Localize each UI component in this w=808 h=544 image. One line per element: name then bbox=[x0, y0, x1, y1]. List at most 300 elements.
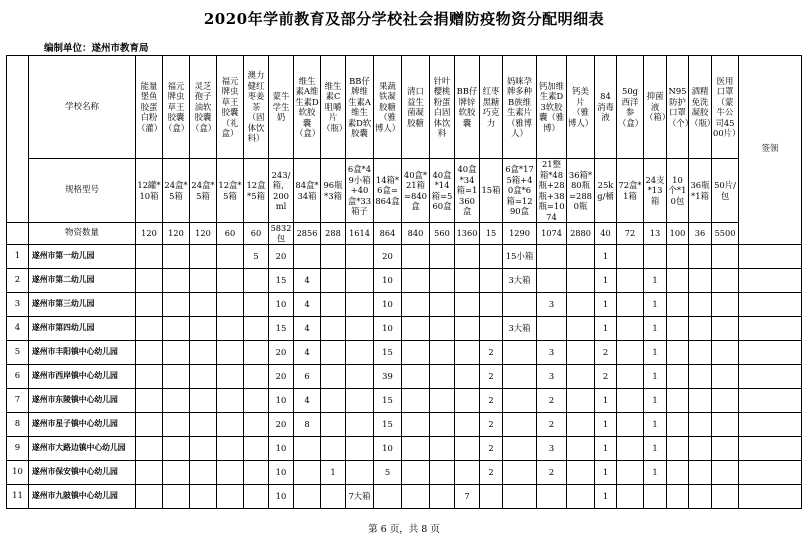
item-name-header: 妈咪孕牌多种B族维生素片（雅博人） bbox=[503, 56, 537, 159]
allocation-cell bbox=[163, 292, 190, 316]
item-spec-cell: 6盒*49小箱+40盒*33箱子 bbox=[346, 159, 374, 223]
allocation-cell bbox=[217, 364, 244, 388]
item-qty-cell: 1290 bbox=[503, 223, 537, 245]
item-name-header: 澳力健红枣姜茶（固体饮料） bbox=[244, 56, 269, 159]
sign-cell[interactable] bbox=[739, 412, 802, 436]
allocation-cell bbox=[346, 268, 374, 292]
item-qty-cell: 40 bbox=[595, 223, 617, 245]
item-qty-cell: 2856 bbox=[294, 223, 321, 245]
row-index: 7 bbox=[7, 388, 29, 412]
table-row bbox=[7, 268, 802, 292]
school-name-cell: 遂州市东陵镇中心幼儿园 bbox=[29, 388, 136, 412]
allocation-cell bbox=[163, 244, 190, 268]
allocation-cell bbox=[217, 316, 244, 340]
sign-cell[interactable] bbox=[739, 388, 802, 412]
allocation-cell bbox=[402, 244, 430, 268]
allocation-cell: 1 bbox=[595, 244, 617, 268]
allocation-cell bbox=[455, 268, 480, 292]
row-index: 6 bbox=[7, 364, 29, 388]
allocation-cell: 20 bbox=[269, 412, 294, 436]
allocation-cell: 2 bbox=[480, 388, 503, 412]
allocation-cell bbox=[537, 484, 567, 508]
allocation-cell: 2 bbox=[537, 412, 567, 436]
item-qty-cell: 288 bbox=[321, 223, 346, 245]
allocation-cell bbox=[136, 364, 163, 388]
allocation-cell bbox=[402, 412, 430, 436]
allocation-cell bbox=[190, 340, 217, 364]
allocation-cell bbox=[567, 460, 595, 484]
item-spec-cell: 15箱 bbox=[480, 159, 503, 223]
allocation-cell bbox=[430, 436, 455, 460]
table-row bbox=[7, 460, 802, 484]
item-spec-cell: 72盒*1箱 bbox=[617, 159, 644, 223]
allocation-cell bbox=[567, 364, 595, 388]
allocation-cell bbox=[346, 460, 374, 484]
allocation-cell: 5 bbox=[374, 460, 402, 484]
allocation-cell: 2 bbox=[480, 340, 503, 364]
allocation-cell bbox=[689, 316, 712, 340]
allocation-cell bbox=[503, 292, 537, 316]
sign-cell[interactable] bbox=[739, 316, 802, 340]
index-header bbox=[7, 56, 29, 223]
unit-label: 编制单位：遂州市教育局 bbox=[44, 43, 149, 54]
allocation-cell: 4 bbox=[294, 340, 321, 364]
table-row bbox=[7, 244, 802, 268]
row-index: 8 bbox=[7, 412, 29, 436]
allocation-cell bbox=[136, 460, 163, 484]
allocation-cell bbox=[667, 364, 689, 388]
allocation-cell bbox=[217, 388, 244, 412]
item-qty-cell: 100 bbox=[667, 223, 689, 245]
allocation-cell bbox=[190, 388, 217, 412]
item-name-header: 蒙牛学生奶 bbox=[269, 56, 294, 159]
allocation-cell bbox=[455, 412, 480, 436]
allocation-cell bbox=[244, 364, 269, 388]
allocation-cell bbox=[537, 244, 567, 268]
allocation-cell bbox=[712, 436, 739, 460]
allocation-cell bbox=[217, 244, 244, 268]
table-row bbox=[7, 292, 802, 316]
allocation-cell: 10 bbox=[269, 436, 294, 460]
allocation-cell bbox=[163, 364, 190, 388]
table-row bbox=[7, 340, 802, 364]
allocation-cell: 7大箱 bbox=[346, 484, 374, 508]
allocation-cell: 10 bbox=[374, 436, 402, 460]
item-spec-cell: 40盒*21箱=840盒 bbox=[402, 159, 430, 223]
allocation-cell: 2 bbox=[480, 412, 503, 436]
allocation-cell bbox=[321, 316, 346, 340]
allocation-cell bbox=[402, 364, 430, 388]
item-qty-cell: 840 bbox=[402, 223, 430, 245]
allocation-cell bbox=[667, 292, 689, 316]
allocation-cell bbox=[346, 388, 374, 412]
allocation-cell: 1 bbox=[644, 412, 667, 436]
item-qty-cell: 120 bbox=[163, 223, 190, 245]
item-spec-cell: 36瓶*1箱 bbox=[689, 159, 712, 223]
item-spec-cell: 14箱*6盒=864盒 bbox=[374, 159, 402, 223]
sign-cell[interactable] bbox=[739, 460, 802, 484]
item-qty-cell: 36 bbox=[689, 223, 712, 245]
allocation-cell bbox=[346, 340, 374, 364]
allocation-cell bbox=[689, 268, 712, 292]
item-spec-cell: 6盒*175箱+40盒*6箱=1290盒 bbox=[503, 159, 537, 223]
allocation-cell bbox=[644, 244, 667, 268]
allocation-cell: 15 bbox=[374, 412, 402, 436]
allocation-cell bbox=[244, 484, 269, 508]
school-name-cell: 遂州市西岸镇中心幼儿园 bbox=[29, 364, 136, 388]
allocation-cell: 1 bbox=[644, 292, 667, 316]
allocation-cell bbox=[567, 412, 595, 436]
allocation-cell: 20 bbox=[269, 340, 294, 364]
allocation-cell bbox=[667, 268, 689, 292]
allocation-cell bbox=[455, 292, 480, 316]
item-name-header: 抑菌液（箱） bbox=[644, 56, 667, 159]
item-spec-cell: 25kg/桶 bbox=[595, 159, 617, 223]
allocation-cell: 1 bbox=[644, 316, 667, 340]
allocation-cell: 1 bbox=[644, 340, 667, 364]
item-qty-cell: 13 bbox=[644, 223, 667, 245]
allocation-cell bbox=[712, 364, 739, 388]
page-footer: 第 6 页，共 8 页 bbox=[368, 524, 440, 535]
allocation-cell bbox=[346, 316, 374, 340]
allocation-cell: 4 bbox=[294, 316, 321, 340]
allocation-cell: 15 bbox=[269, 268, 294, 292]
allocation-cell bbox=[163, 460, 190, 484]
allocation-cell bbox=[163, 436, 190, 460]
sign-cell[interactable] bbox=[739, 340, 802, 364]
item-qty-cell: 560 bbox=[430, 223, 455, 245]
allocation-cell: 3 bbox=[537, 436, 567, 460]
allocation-cell bbox=[136, 292, 163, 316]
allocation-cell bbox=[480, 244, 503, 268]
allocation-cell bbox=[346, 244, 374, 268]
allocation-cell bbox=[430, 460, 455, 484]
allocation-cell bbox=[321, 436, 346, 460]
allocation-cell bbox=[617, 412, 644, 436]
item-spec-cell: 40盒*14箱=560盒 bbox=[430, 159, 455, 223]
distribution-table bbox=[6, 55, 802, 509]
item-spec-cell: 50片/包 bbox=[712, 159, 739, 223]
item-name-header: 针叶樱桃粉蛋白固体饮料 bbox=[430, 56, 455, 159]
allocation-cell bbox=[644, 484, 667, 508]
item-qty-cell: 1360 bbox=[455, 223, 480, 245]
allocation-cell bbox=[617, 268, 644, 292]
allocation-cell: 3 bbox=[537, 292, 567, 316]
item-spec-cell: 21整箱*48瓶+28瓶+38瓶=1074 bbox=[538, 159, 565, 222]
allocation-cell bbox=[503, 460, 537, 484]
allocation-cell bbox=[455, 460, 480, 484]
allocation-cell bbox=[617, 244, 644, 268]
allocation-cell bbox=[136, 316, 163, 340]
sign-cell[interactable] bbox=[739, 268, 802, 292]
allocation-cell bbox=[402, 316, 430, 340]
allocation-cell bbox=[537, 268, 567, 292]
allocation-cell: 2 bbox=[480, 436, 503, 460]
allocation-cell bbox=[163, 316, 190, 340]
allocation-cell bbox=[136, 268, 163, 292]
sign-cell[interactable] bbox=[739, 292, 802, 316]
allocation-cell bbox=[617, 460, 644, 484]
allocation-cell bbox=[294, 460, 321, 484]
allocation-cell: 15 bbox=[374, 388, 402, 412]
allocation-cell: 1 bbox=[321, 460, 346, 484]
allocation-cell bbox=[667, 412, 689, 436]
table-row bbox=[7, 316, 802, 340]
allocation-cell bbox=[190, 364, 217, 388]
allocation-cell bbox=[567, 388, 595, 412]
item-name-header: 维生素C咀嚼片（瓶） bbox=[321, 56, 346, 159]
school-name-cell: 遂州市第三幼儿园 bbox=[29, 292, 136, 316]
allocation-cell: 2 bbox=[537, 388, 567, 412]
allocation-cell bbox=[321, 268, 346, 292]
allocation-cell: 3大箱 bbox=[503, 268, 537, 292]
allocation-cell bbox=[190, 244, 217, 268]
allocation-cell: 10 bbox=[374, 316, 402, 340]
allocation-cell bbox=[567, 316, 595, 340]
allocation-cell bbox=[567, 292, 595, 316]
item-spec-cell: 12盒*5箱 bbox=[244, 159, 269, 223]
allocation-cell bbox=[567, 268, 595, 292]
allocation-cell bbox=[217, 268, 244, 292]
allocation-cell bbox=[617, 316, 644, 340]
allocation-cell: 2 bbox=[537, 460, 567, 484]
allocation-cell bbox=[321, 388, 346, 412]
allocation-cell: 2 bbox=[480, 364, 503, 388]
allocation-cell: 20 bbox=[269, 244, 294, 268]
allocation-cell bbox=[667, 340, 689, 364]
item-name-header: 能量堡鱼胶蛋白粉（灌） bbox=[136, 56, 163, 159]
item-name-header: 福元牌虫草王胶囊（礼盒） bbox=[217, 56, 244, 159]
allocation-cell: 1 bbox=[595, 436, 617, 460]
allocation-cell: 15 bbox=[269, 316, 294, 340]
allocation-cell bbox=[402, 340, 430, 364]
allocation-cell bbox=[689, 340, 712, 364]
allocation-cell bbox=[712, 244, 739, 268]
item-name-header: 84消毒液 bbox=[595, 56, 617, 159]
allocation-cell bbox=[455, 244, 480, 268]
table-row bbox=[7, 364, 802, 388]
allocation-cell bbox=[430, 340, 455, 364]
allocation-cell bbox=[244, 292, 269, 316]
item-qty-cell: 15 bbox=[480, 223, 503, 245]
allocation-cell bbox=[617, 484, 644, 508]
row-index: 9 bbox=[7, 436, 29, 460]
allocation-cell bbox=[689, 436, 712, 460]
page-title: 2020年学前教育及部分学校社会捐赠防疫物资分配明细表 bbox=[203, 10, 605, 28]
allocation-cell: 1 bbox=[595, 484, 617, 508]
allocation-cell bbox=[480, 292, 503, 316]
allocation-cell bbox=[163, 412, 190, 436]
allocation-cell: 15小箱 bbox=[503, 244, 537, 268]
item-name-header: 50g西洋参（盒） bbox=[617, 56, 644, 159]
item-name-header: 清口益生菌凝胶糖 bbox=[402, 56, 430, 159]
allocation-cell bbox=[163, 268, 190, 292]
allocation-cell bbox=[217, 340, 244, 364]
allocation-cell bbox=[163, 484, 190, 508]
item-name-header: 红枣黑糖巧克力 bbox=[480, 56, 503, 159]
item-name-header: 医用口罩（蒙牛公司4500片） bbox=[712, 56, 739, 159]
school-name-cell: 遂州市第二幼儿园 bbox=[29, 268, 136, 292]
allocation-cell: 1 bbox=[595, 316, 617, 340]
allocation-cell: 1 bbox=[595, 268, 617, 292]
allocation-cell bbox=[244, 340, 269, 364]
table-row bbox=[7, 412, 802, 436]
allocation-cell bbox=[567, 340, 595, 364]
allocation-cell bbox=[689, 412, 712, 436]
allocation-cell bbox=[217, 292, 244, 316]
allocation-cell bbox=[667, 460, 689, 484]
allocation-cell bbox=[190, 412, 217, 436]
row-index: 1 bbox=[7, 244, 29, 268]
allocation-cell bbox=[712, 484, 739, 508]
allocation-cell bbox=[689, 460, 712, 484]
allocation-cell: 2 bbox=[480, 460, 503, 484]
allocation-cell: 10 bbox=[269, 292, 294, 316]
allocation-cell bbox=[667, 244, 689, 268]
item-name-header: 钙美片（雅博人） bbox=[567, 56, 595, 159]
allocation-cell bbox=[402, 436, 430, 460]
item-qty-cell: 2880 bbox=[567, 223, 595, 245]
allocation-cell: 20 bbox=[374, 244, 402, 268]
allocation-cell bbox=[455, 388, 480, 412]
qty-header: 物资数量 bbox=[29, 223, 136, 245]
allocation-cell bbox=[503, 340, 537, 364]
item-spec-cell: 24支*13箱 bbox=[644, 159, 667, 223]
item-name-header: 维生素A维生素D软胶囊（盒） bbox=[294, 56, 321, 159]
allocation-cell bbox=[617, 340, 644, 364]
item-spec-cell: 36箱*80瓶=2880瓶 bbox=[567, 159, 595, 223]
allocation-cell: 4 bbox=[294, 388, 321, 412]
allocation-cell bbox=[689, 364, 712, 388]
allocation-cell bbox=[136, 484, 163, 508]
allocation-cell: 1 bbox=[595, 412, 617, 436]
allocation-cell: 10 bbox=[374, 268, 402, 292]
allocation-cell: 10 bbox=[374, 292, 402, 316]
allocation-cell bbox=[217, 436, 244, 460]
allocation-cell bbox=[503, 412, 537, 436]
allocation-cell bbox=[712, 340, 739, 364]
allocation-cell bbox=[294, 244, 321, 268]
item-spec-cell: 84盒*34箱 bbox=[294, 159, 321, 223]
allocation-cell bbox=[712, 388, 739, 412]
allocation-cell: 39 bbox=[374, 364, 402, 388]
allocation-cell bbox=[503, 436, 537, 460]
row-index: 10 bbox=[7, 460, 29, 484]
allocation-cell bbox=[244, 412, 269, 436]
allocation-cell bbox=[374, 484, 402, 508]
allocation-cell bbox=[217, 412, 244, 436]
allocation-cell bbox=[244, 436, 269, 460]
allocation-cell bbox=[689, 388, 712, 412]
allocation-cell bbox=[430, 268, 455, 292]
allocation-cell: 8 bbox=[294, 412, 321, 436]
item-spec-cell: 24盒*5箱 bbox=[190, 159, 217, 223]
allocation-cell bbox=[567, 484, 595, 508]
allocation-cell bbox=[346, 412, 374, 436]
allocation-cell: 6 bbox=[294, 364, 321, 388]
item-name-header: 福元牌虫草王胶囊（盒） bbox=[163, 56, 190, 159]
allocation-cell bbox=[430, 484, 455, 508]
allocation-cell: 3 bbox=[537, 340, 567, 364]
allocation-cell: 3 bbox=[537, 364, 567, 388]
allocation-cell bbox=[217, 460, 244, 484]
allocation-cell: 2 bbox=[595, 364, 617, 388]
allocation-cell bbox=[455, 436, 480, 460]
allocation-cell bbox=[617, 388, 644, 412]
allocation-cell: 10 bbox=[269, 388, 294, 412]
allocation-cell: 1 bbox=[644, 436, 667, 460]
allocation-cell bbox=[503, 484, 537, 508]
allocation-cell bbox=[667, 388, 689, 412]
allocation-cell bbox=[346, 364, 374, 388]
allocation-cell bbox=[712, 412, 739, 436]
sign-cell[interactable] bbox=[739, 364, 802, 388]
row-index: 5 bbox=[7, 340, 29, 364]
allocation-cell bbox=[537, 316, 567, 340]
allocation-cell bbox=[190, 484, 217, 508]
item-name-header: N95防护口罩（个） bbox=[667, 56, 689, 159]
item-qty-cell: 120 bbox=[136, 223, 163, 245]
allocation-cell bbox=[712, 292, 739, 316]
allocation-cell bbox=[190, 268, 217, 292]
allocation-cell: 10 bbox=[269, 460, 294, 484]
item-name-header: 钙加维生素D3软胶囊（雅博） bbox=[537, 56, 567, 159]
allocation-cell bbox=[244, 316, 269, 340]
allocation-cell: 1 bbox=[644, 268, 667, 292]
item-qty-cell: 864 bbox=[374, 223, 402, 245]
allocation-cell bbox=[430, 244, 455, 268]
item-name-header: BB仔牌维生素A维生素D软胶囊 bbox=[346, 56, 374, 159]
allocation-cell: 20 bbox=[269, 364, 294, 388]
sign-header: 签领 bbox=[739, 56, 802, 245]
allocation-cell bbox=[430, 364, 455, 388]
allocation-cell bbox=[136, 244, 163, 268]
item-spec-cell: 10个*10包 bbox=[667, 159, 689, 223]
sign-cell[interactable] bbox=[739, 244, 802, 268]
allocation-cell bbox=[667, 484, 689, 508]
allocation-cell: 2 bbox=[595, 340, 617, 364]
item-spec-cell: 24盒*5箱 bbox=[163, 159, 190, 223]
allocation-cell bbox=[455, 364, 480, 388]
allocation-cell bbox=[163, 388, 190, 412]
row-index: 4 bbox=[7, 316, 29, 340]
allocation-cell bbox=[136, 436, 163, 460]
sign-cell[interactable] bbox=[739, 484, 802, 508]
allocation-cell bbox=[617, 292, 644, 316]
allocation-cell bbox=[402, 460, 430, 484]
item-qty-cell: 60 bbox=[244, 223, 269, 245]
allocation-cell bbox=[321, 340, 346, 364]
school-name-cell: 遂州市第一幼儿园 bbox=[29, 244, 136, 268]
allocation-cell bbox=[190, 292, 217, 316]
allocation-cell bbox=[480, 268, 503, 292]
allocation-cell bbox=[402, 388, 430, 412]
item-qty-cell: 72 bbox=[617, 223, 644, 245]
allocation-cell: 3大箱 bbox=[503, 316, 537, 340]
allocation-cell bbox=[689, 244, 712, 268]
qty-index-cell bbox=[7, 223, 29, 245]
sign-cell[interactable] bbox=[739, 436, 802, 460]
item-spec-cell: 12罐*10箱 bbox=[136, 159, 163, 223]
allocation-cell bbox=[503, 388, 537, 412]
school-name-cell: 遂州市保安镇中心幼儿园 bbox=[29, 460, 136, 484]
allocation-cell bbox=[480, 316, 503, 340]
allocation-cell bbox=[667, 316, 689, 340]
allocation-cell bbox=[430, 316, 455, 340]
allocation-cell bbox=[294, 436, 321, 460]
item-spec-cell: 12盒*5箱 bbox=[217, 159, 244, 223]
allocation-cell bbox=[321, 412, 346, 436]
